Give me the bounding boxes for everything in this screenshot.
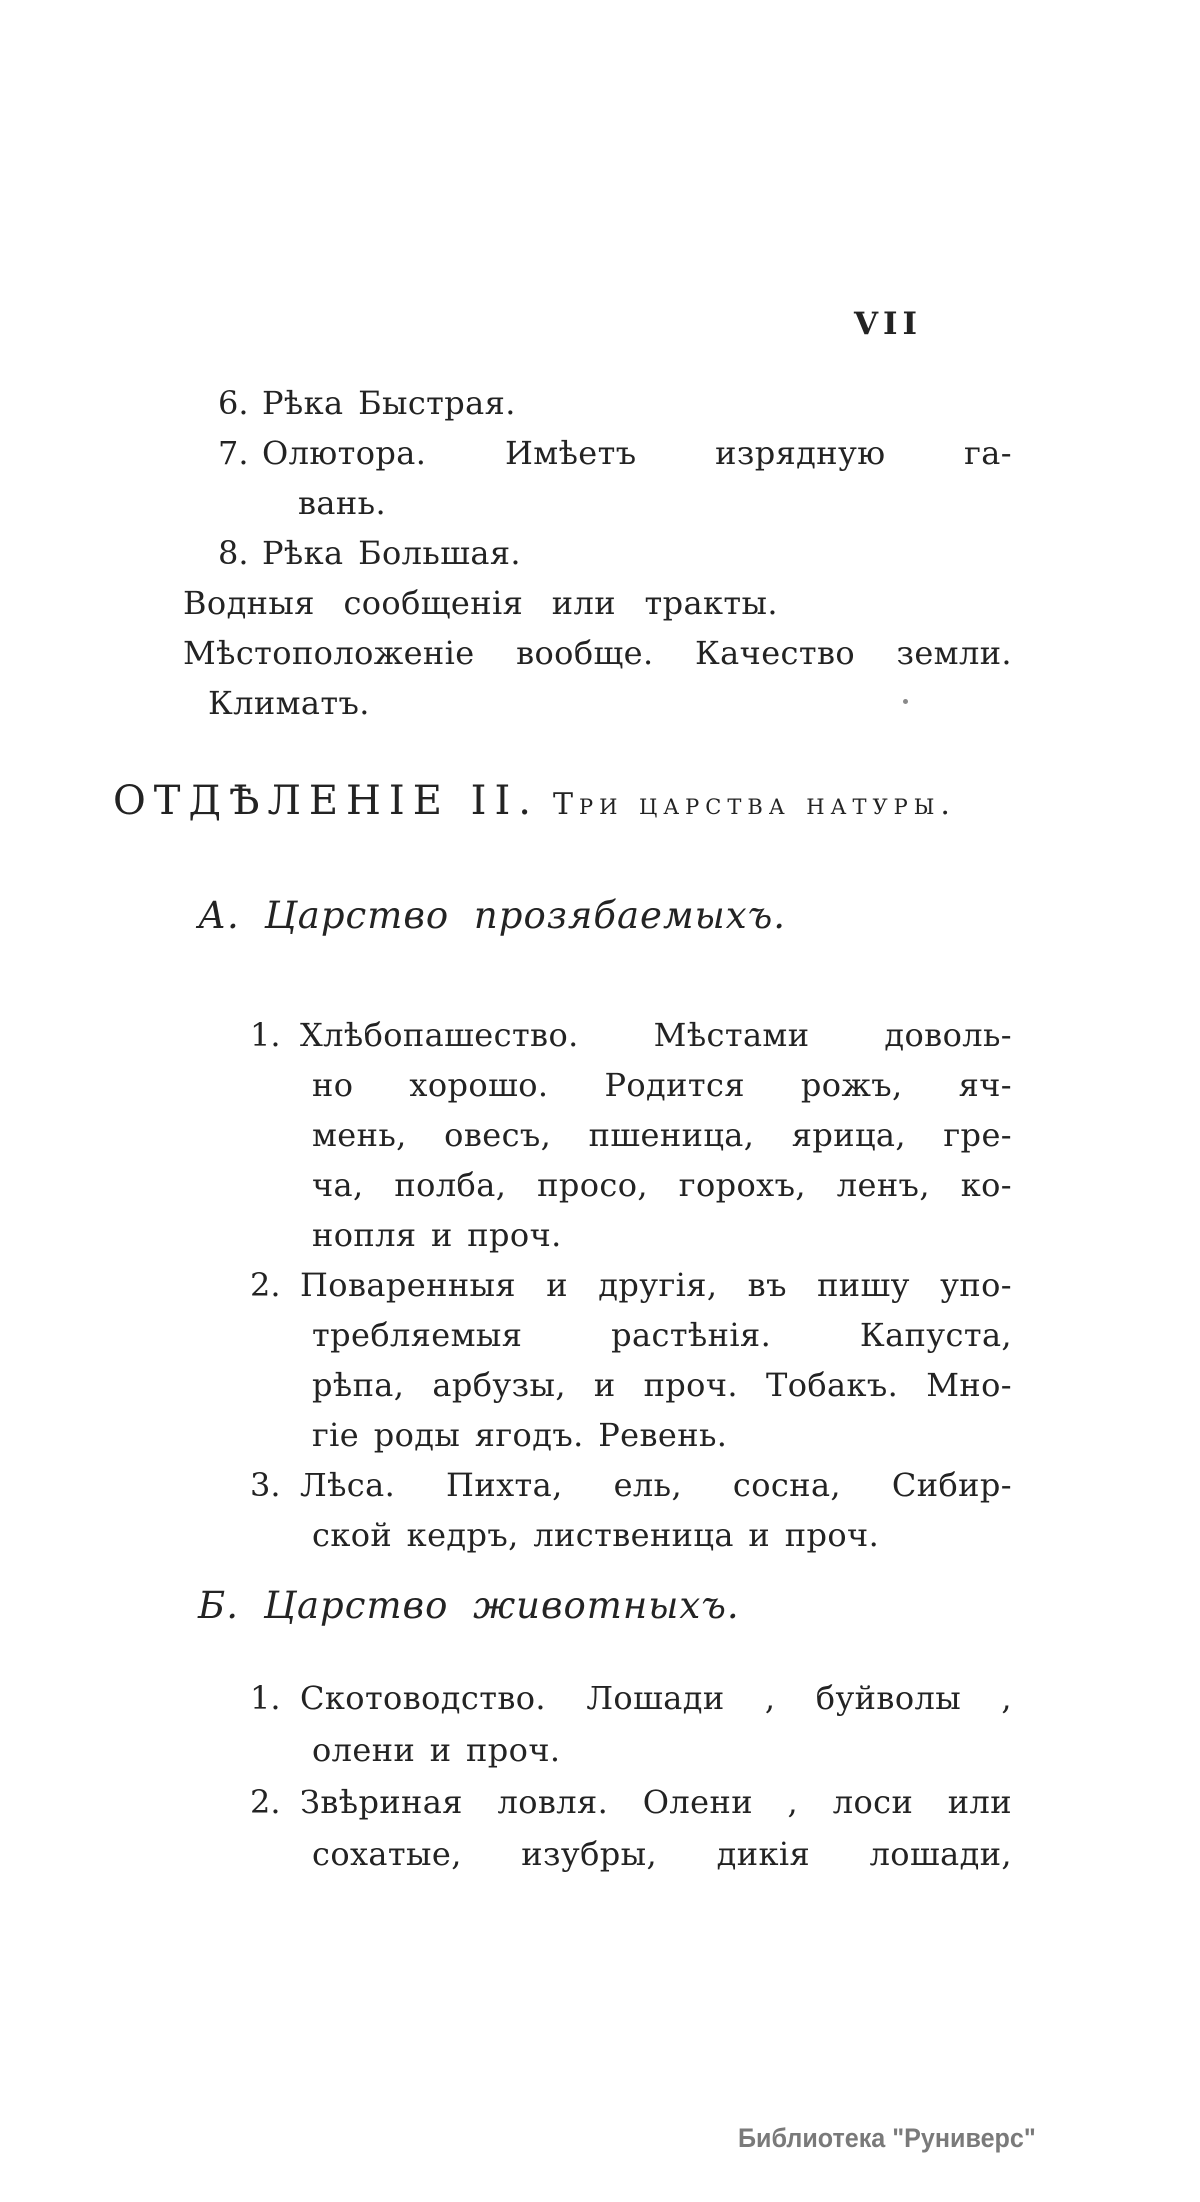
item-text: ской кедръ, лиственица и проч.: [312, 1516, 880, 1554]
item-text: Олютора. Имѣетъ изрядную га-: [262, 434, 1012, 472]
list-item: [218, 378, 1012, 428]
summary-text: Водныя сообщенія или тракты.: [183, 584, 778, 622]
item-text: Поваренныя и другія, въ пишу упо-: [300, 1266, 1012, 1304]
section-title: Три царства натуры.: [552, 787, 956, 822]
item-number: [250, 1210, 300, 1260]
section-heading: [113, 777, 956, 825]
item-text: Скотоводство. Лошади , буйволы ,: [300, 1679, 1012, 1717]
list-item-continuation: [250, 1210, 1012, 1260]
list-item-continuation: [250, 1510, 1012, 1560]
item-text: олени и проч.: [312, 1731, 561, 1769]
list-item-continuation: [250, 1310, 1012, 1360]
toc-top-list: [218, 378, 1012, 578]
kingdom-b-list: [250, 1672, 1012, 1880]
item-number: [250, 1828, 300, 1880]
summary-line: [183, 578, 1012, 628]
item-number: [250, 1724, 300, 1776]
item-text: сохатые, изубры, дикія лошади,: [312, 1835, 1012, 1873]
ink-speck: [903, 699, 908, 704]
list-item-continuation: [250, 1828, 1012, 1880]
item-number: 1.: [250, 1679, 281, 1717]
list-item: [250, 1672, 1012, 1724]
kingdom-a-heading: А. Царство прозябаемыхъ.: [198, 894, 787, 937]
summary-line: [183, 628, 1012, 678]
item-text: Рѣка Большая.: [262, 534, 521, 572]
item-number: [250, 1360, 300, 1410]
item-text: рѣпа, арбузы, и проч. Тобакъ. Мно-: [312, 1366, 1012, 1404]
item-text: требляемыя растѣнія. Капуста,: [312, 1316, 1012, 1354]
list-item-continuation: [250, 1160, 1012, 1210]
list-item: [250, 1010, 1012, 1060]
summary-line: [183, 678, 1012, 728]
item-text: Рѣка Быстрая.: [262, 384, 516, 422]
item-number: [250, 1160, 300, 1210]
item-number: [250, 1410, 300, 1460]
section-label: ОТДѢЛЕНІЕ II.: [113, 778, 539, 824]
library-watermark: Библиотека "Руниверс": [738, 2123, 1036, 2153]
item-text: нопля и проч.: [312, 1216, 562, 1254]
item-number: [250, 1310, 300, 1360]
list-item-continuation: [250, 1110, 1012, 1160]
item-number: [250, 1510, 300, 1560]
item-number: [218, 478, 262, 528]
list-item: [250, 1460, 1012, 1510]
item-text: мень, овесъ, пшеница, ярица, гре-: [312, 1116, 1012, 1154]
list-item: [218, 428, 1012, 478]
item-number: 3.: [250, 1466, 281, 1504]
item-text: вань.: [298, 484, 387, 522]
list-item-continuation: [218, 478, 1012, 528]
item-number: [250, 1110, 300, 1160]
item-number: 1.: [250, 1016, 281, 1054]
list-item-continuation: [250, 1410, 1012, 1460]
kingdom-b-heading: Б. Царство животныхъ.: [198, 1584, 740, 1627]
list-item: [218, 528, 1012, 578]
item-text: гіе роды ягодъ. Ревень.: [312, 1416, 728, 1454]
item-text: но хорошо. Родится рожъ, яч-: [312, 1066, 1012, 1104]
item-number: 2.: [250, 1783, 281, 1821]
summary-text: Климатъ.: [208, 684, 370, 722]
list-item-continuation: [250, 1724, 1012, 1776]
item-number: 2.: [250, 1266, 281, 1304]
item-text: Звѣриная ловля. Олени , лоси или: [300, 1783, 1012, 1821]
kingdom-a-list: [250, 1010, 1012, 1560]
summary-text: Мѣстоположеніе вообще. Качество земли.: [183, 634, 1012, 672]
item-text: ча, полба, просо, горохъ, ленъ, ко-: [312, 1166, 1012, 1204]
item-number: 7.: [218, 434, 249, 472]
item-text: Лѣса. Пихта, ель, сосна, Сибир-: [300, 1466, 1012, 1504]
item-text: Хлѣбопашество. Мѣстами доволь-: [300, 1016, 1012, 1054]
item-number: [250, 1060, 300, 1110]
list-item: [250, 1260, 1012, 1310]
list-item: [250, 1776, 1012, 1828]
page-number: VII: [854, 306, 923, 342]
list-item-continuation: [250, 1360, 1012, 1410]
summary-lines: [183, 578, 1012, 728]
list-item-continuation: [250, 1060, 1012, 1110]
item-number: 8.: [218, 534, 249, 572]
item-number: 6.: [218, 384, 249, 422]
